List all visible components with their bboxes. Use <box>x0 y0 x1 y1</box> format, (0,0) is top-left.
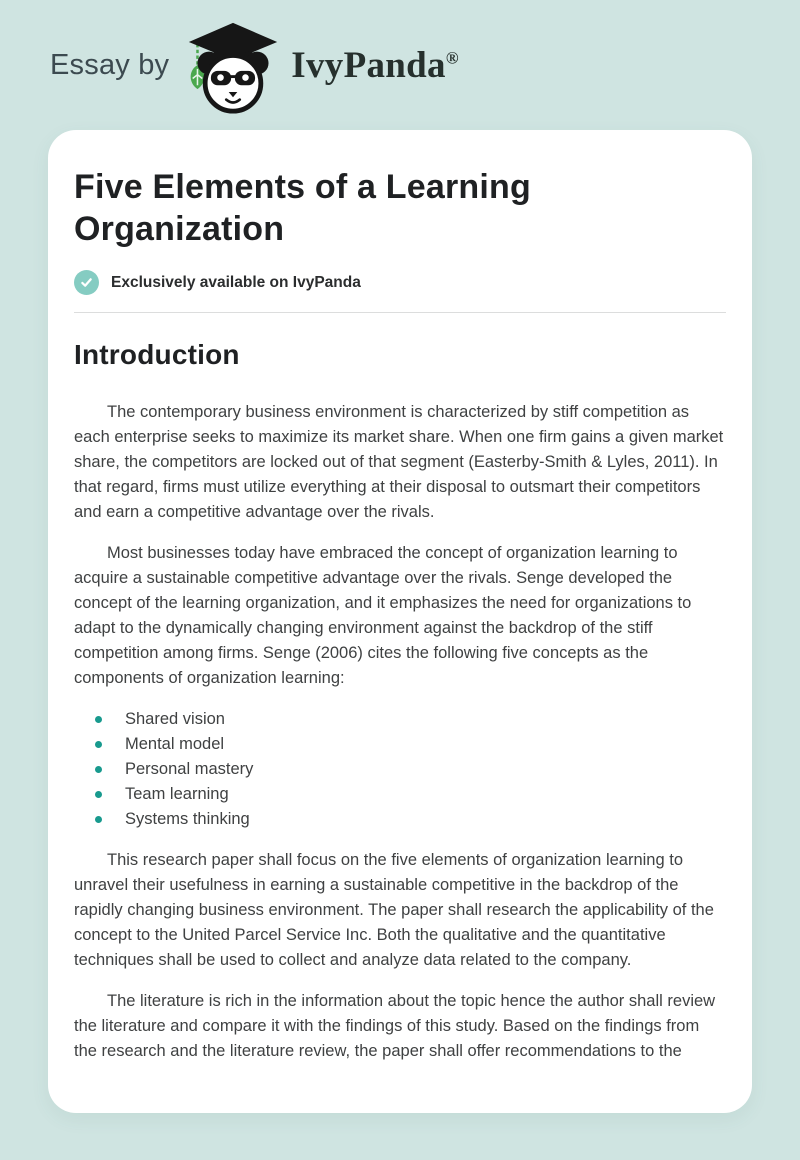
paragraph: The contemporary business environment is characterized by stiff competition as each enterprise seeks to maximize its market share. When one firm gains a given market share, the competitors are locked out of that segment (Easterby-Smith & Lyles, 2011). In that regard, firms must utilize everything at their disposal to outsmart their competitors and earn a competitive advantage over the rivals. <box>74 403 724 521</box>
section-heading-introduction: Introduction <box>74 339 240 370</box>
essay-card <box>48 130 752 1113</box>
list-item: Team learning <box>74 782 726 807</box>
paragraph: Most businesses today have embraced the concept of organization learning to acquire a sustainable competitive advantage over the rivals. Senge developed the concept of the learning organization, and it emphasizes the need for organizations to adapt to the dynamically changing environment against the backdrop of the stiff competition among firms. Senge (2006) cites the following five concepts as the components of organization learning: <box>74 544 692 687</box>
page-title: Five Elements of a Learning Organization <box>74 168 531 248</box>
divider <box>74 312 726 313</box>
availability-badge-label: Exclusively available on IvyPanda <box>111 273 361 291</box>
list-item: Shared vision <box>74 707 726 732</box>
check-icon <box>74 270 99 295</box>
site-header <box>0 0 800 130</box>
list-item: Mental model <box>74 732 726 757</box>
panda-graduation-logo-icon <box>185 19 281 115</box>
availability-badge <box>74 270 726 295</box>
concepts-bullet-list <box>74 707 726 832</box>
brand-name: IvyPanda <box>291 44 446 86</box>
paragraph: This research paper shall focus on the five elements of organization learning to unravel their usefulness in earning a sustainable competitive in the backdrop of the rapidly changing business environment. The paper shall research the applicability of the concept to the United Parcel Service Inc. Both the qualitative and the quantitative techniques shall be used to collect and analyze data related to the company. <box>74 851 714 969</box>
essay-body <box>74 400 726 1064</box>
paragraph: The literature is rich in the information about the topic hence the author shall review the literature and compare it with the findings of this study. Based on the findings from the research and the literature review, the paper shall offer recommendations to the <box>74 992 716 1060</box>
list-item: Systems thinking <box>74 807 726 832</box>
list-item: Personal mastery <box>74 757 726 782</box>
essay-by-label: Essay by <box>50 48 170 81</box>
registered-trademark-symbol: ® <box>445 48 459 68</box>
brand-wordmark <box>291 44 459 87</box>
